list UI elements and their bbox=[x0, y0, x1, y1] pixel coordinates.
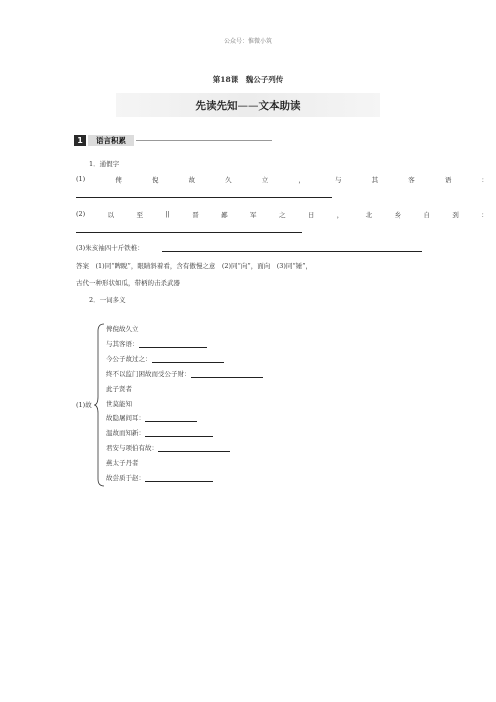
char: 与 bbox=[334, 176, 342, 184]
answer-line-2: 古代一种形状如瓜，带柄的击杀武器 bbox=[76, 279, 180, 287]
gu-item-text: 此子贤者 bbox=[106, 385, 132, 393]
answer-line-1: 答案 (1)同“睥睨”，眼睛斜着看，含有傲慢之意 (2)同“向”，面向 (3)同“锤”， bbox=[76, 262, 313, 270]
char: ： bbox=[481, 176, 488, 184]
char: ， bbox=[336, 211, 344, 219]
banner-title bbox=[116, 98, 380, 113]
answer-blank[interactable] bbox=[191, 371, 263, 378]
char: ， bbox=[298, 176, 305, 184]
char: 语 bbox=[444, 176, 452, 184]
gu-item-6 bbox=[106, 399, 132, 408]
char: 久 bbox=[225, 176, 232, 184]
char: 北 bbox=[365, 211, 373, 219]
gu-item-text: 俾倪故久立 bbox=[106, 325, 139, 333]
char: (1) bbox=[76, 175, 86, 183]
answer-blank[interactable] bbox=[139, 341, 207, 348]
banner-sub: 文本助读 bbox=[258, 100, 301, 112]
gu-item-8 bbox=[106, 428, 213, 437]
answer-blank-3[interactable] bbox=[162, 251, 422, 252]
char: (2) bbox=[76, 210, 86, 218]
answer-blank[interactable] bbox=[145, 430, 213, 437]
gu-item-text: 故隐屠间耳： bbox=[106, 414, 145, 422]
char: 军 bbox=[250, 211, 257, 219]
gu-item-text: 燕太子丹者 bbox=[106, 459, 139, 467]
gu-item-10 bbox=[106, 458, 139, 467]
char: 晋 bbox=[192, 211, 199, 219]
curly-brace bbox=[94, 323, 106, 487]
gu-item-text: 今公子故过之： bbox=[106, 355, 152, 363]
gu-item-text: 君安与项伯有故： bbox=[106, 444, 158, 452]
char: ： bbox=[481, 211, 488, 219]
char: 之 bbox=[278, 211, 286, 219]
gu-item-11 bbox=[106, 473, 213, 482]
char: 鄙 bbox=[221, 211, 228, 219]
section-label: 语言积累 bbox=[88, 135, 134, 146]
gu-item-7 bbox=[106, 413, 197, 422]
char: 至 bbox=[136, 211, 144, 219]
gu-item-3 bbox=[106, 354, 224, 363]
char: 立 bbox=[261, 176, 269, 184]
char: 客 bbox=[408, 176, 415, 184]
yicicuoyi-heading: 2．一词多义 bbox=[89, 296, 126, 304]
char: 故 bbox=[188, 176, 196, 184]
gu-item-2 bbox=[106, 339, 207, 348]
gu-item-text: 温故而知新： bbox=[106, 429, 145, 437]
gu-item-1 bbox=[106, 324, 139, 333]
watermark: 公众号：惟微小筑 bbox=[223, 38, 272, 45]
char: 倪 、 bbox=[152, 175, 159, 184]
char: 刭 bbox=[452, 211, 459, 219]
char: 自 bbox=[423, 211, 430, 219]
answer-blank-2[interactable] bbox=[76, 232, 302, 233]
tongjiazi-item-1 bbox=[76, 175, 488, 184]
char: || bbox=[165, 210, 170, 218]
gu-item-4 bbox=[106, 369, 263, 378]
tongjiazi-item-2 bbox=[76, 210, 488, 219]
gu-item-text: 世莫能知 bbox=[106, 400, 132, 408]
gu-item-text: 与其客语： bbox=[106, 340, 139, 348]
tongjiazi-item-3 bbox=[76, 243, 144, 252]
group-label-gu: (1)故 bbox=[76, 401, 92, 409]
answer-blank[interactable] bbox=[158, 445, 230, 452]
item3-label: (3)朱亥袖四十斤铁椎： bbox=[76, 244, 144, 252]
char: 俾 、 bbox=[115, 175, 122, 184]
lesson-title: 第18课 魏公子列传 bbox=[212, 75, 284, 84]
banner-dash: —— bbox=[237, 100, 259, 112]
char: 以 bbox=[107, 211, 115, 219]
gu-item-5 bbox=[106, 384, 132, 393]
gu-item-9 bbox=[106, 443, 230, 452]
gu-item-text: 故尝质于赵： bbox=[106, 474, 145, 482]
answer-blank[interactable] bbox=[145, 475, 213, 482]
section-rule bbox=[136, 140, 272, 141]
answer-blank-1[interactable] bbox=[76, 197, 332, 198]
char: 日 bbox=[307, 211, 315, 219]
char: 乡 、 bbox=[395, 210, 402, 219]
answer-blank[interactable] bbox=[145, 415, 197, 422]
tongjiazi-heading: 1．通假字 bbox=[89, 160, 120, 168]
char: 其 bbox=[371, 176, 379, 184]
section-banner bbox=[116, 93, 380, 117]
section-number: 1 bbox=[74, 135, 86, 146]
answer-blank[interactable] bbox=[152, 356, 224, 363]
gu-item-text: 终不以监门困故而受公子财： bbox=[106, 370, 191, 378]
banner-main: 先读先知 bbox=[195, 100, 238, 112]
